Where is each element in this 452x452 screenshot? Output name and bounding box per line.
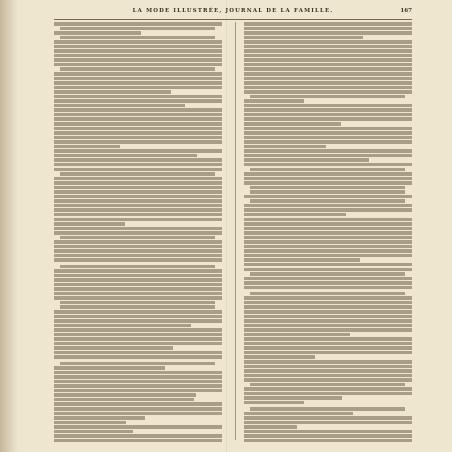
text-line [54, 136, 222, 140]
text-line [60, 301, 215, 305]
page-edge-shadow [0, 0, 18, 452]
text-line [60, 265, 215, 269]
text-line [54, 393, 196, 397]
text-line [244, 131, 412, 135]
text-line [54, 190, 222, 194]
text-line [54, 158, 222, 162]
text-line [54, 434, 222, 438]
text-line [54, 384, 222, 388]
text-line [244, 310, 412, 314]
text-line [250, 95, 405, 99]
text-line [54, 81, 222, 85]
text-line [244, 392, 412, 396]
text-line [244, 40, 412, 44]
text-line [244, 154, 412, 158]
text-line [54, 254, 222, 258]
text-line [244, 346, 412, 350]
text-line [54, 22, 222, 26]
text-line [54, 31, 141, 35]
text-line [54, 439, 222, 442]
text-line [54, 342, 222, 346]
text-line [54, 430, 133, 434]
text-line [244, 281, 412, 285]
text-line [54, 222, 125, 226]
text-line [54, 366, 165, 370]
text-line [244, 254, 412, 258]
text-line [244, 31, 412, 35]
text-line [54, 104, 185, 108]
text-line [54, 278, 222, 282]
page-fold [226, 0, 227, 452]
text-line [244, 218, 412, 222]
text-line [244, 369, 412, 373]
text-line [60, 236, 215, 240]
text-line [54, 40, 222, 44]
text-line [244, 22, 412, 26]
text-line [244, 54, 412, 58]
text-line [244, 430, 412, 434]
text-line [244, 213, 346, 217]
text-line [54, 195, 222, 199]
text-line [54, 269, 222, 273]
text-line [54, 208, 222, 212]
text-line [244, 439, 412, 442]
text-line [54, 407, 222, 411]
text-line [244, 378, 412, 382]
text-line [244, 355, 315, 359]
text-line [60, 305, 215, 309]
text-line [54, 292, 222, 296]
text-line [244, 421, 412, 425]
text-line [244, 401, 304, 405]
text-line [244, 45, 412, 49]
text-line [54, 355, 222, 359]
text-line [54, 287, 222, 291]
text-column-left [54, 22, 222, 442]
text-line [54, 412, 222, 416]
header-rule [54, 19, 412, 20]
text-line [244, 425, 297, 429]
text-line [250, 272, 405, 276]
text-line [244, 104, 412, 108]
text-line [54, 416, 145, 420]
text-line [244, 195, 412, 199]
text-line [244, 149, 412, 153]
text-line [54, 258, 222, 262]
text-line [54, 95, 222, 99]
text-line [54, 245, 222, 249]
text-line [54, 54, 222, 58]
text-line [54, 199, 222, 203]
text-line [244, 140, 412, 144]
text-line [60, 172, 215, 176]
text-line [244, 365, 412, 369]
text-line [244, 416, 412, 420]
text-line [244, 145, 326, 149]
text-line [54, 154, 197, 158]
text-line [244, 268, 412, 272]
text-line [244, 337, 412, 341]
text-line [244, 204, 412, 208]
text-line [54, 99, 222, 103]
text-line [244, 158, 369, 162]
text-line [244, 319, 412, 323]
text-line [54, 328, 222, 332]
text-line [244, 208, 412, 212]
text-line [244, 67, 412, 71]
running-header [54, 8, 412, 18]
text-line [244, 222, 412, 226]
text-line [244, 396, 342, 400]
text-line [54, 319, 222, 323]
text-line [54, 163, 222, 167]
text-line [244, 36, 363, 40]
text-line [244, 90, 412, 94]
text-line [54, 249, 222, 253]
text-line [54, 337, 222, 341]
text-line [54, 324, 191, 328]
text-line [244, 122, 341, 126]
text-line [54, 181, 222, 185]
text-line [54, 315, 222, 319]
text-line [244, 342, 412, 346]
text-line [54, 145, 120, 149]
text-line [54, 375, 222, 379]
text-line [54, 149, 222, 153]
text-line [244, 315, 412, 319]
text-line [54, 218, 222, 222]
text-line [250, 168, 405, 172]
text-line [244, 172, 412, 176]
text-line [54, 113, 222, 117]
text-line [244, 72, 412, 76]
text-line [244, 305, 412, 309]
text-line [244, 277, 412, 281]
text-line [244, 27, 412, 31]
text-line [244, 245, 412, 249]
text-line [244, 324, 412, 328]
text-line [244, 127, 412, 131]
text-line [60, 36, 215, 40]
text-line [244, 301, 412, 305]
text-line [54, 204, 222, 208]
page-number: 167 [400, 8, 412, 14]
text-line [54, 296, 222, 300]
text-line [244, 286, 412, 290]
text-line [54, 108, 222, 112]
text-line [54, 346, 173, 350]
text-line [54, 389, 222, 393]
text-line [244, 58, 412, 62]
text-line [244, 434, 412, 438]
text-line [244, 177, 412, 181]
text-line [54, 310, 222, 314]
text-line [54, 283, 222, 287]
text-line [54, 186, 222, 190]
text-line [244, 181, 412, 185]
text-line [54, 240, 222, 244]
text-line [54, 213, 222, 217]
text-line [244, 136, 412, 140]
text-line [244, 374, 412, 378]
text-line [250, 186, 405, 190]
text-line [244, 81, 412, 85]
text-line [54, 45, 222, 49]
text-line [54, 86, 222, 90]
text-line [54, 371, 222, 375]
text-line [250, 190, 405, 194]
text-line [244, 63, 412, 67]
text-line [244, 412, 353, 416]
text-line [54, 227, 222, 231]
text-line [244, 360, 412, 364]
text-line [250, 199, 405, 203]
text-line [244, 296, 412, 300]
text-line [54, 131, 222, 135]
text-line [244, 236, 412, 240]
text-line [54, 127, 222, 131]
text-line [54, 398, 194, 402]
text-line [54, 140, 222, 144]
text-line [54, 177, 222, 181]
text-line [244, 86, 412, 90]
text-line [250, 383, 405, 387]
text-line [54, 231, 222, 235]
text-line [54, 77, 222, 81]
journal-title: LA MODE ILLUSTRÉE, JOURNAL DE LA FAMILLE. [132, 8, 334, 14]
text-line [244, 231, 412, 235]
text-line [250, 407, 405, 411]
text-line [244, 328, 412, 332]
text-line [54, 117, 222, 121]
text-line [244, 387, 412, 391]
text-line [244, 240, 412, 244]
text-column-right [244, 22, 412, 442]
text-line [244, 249, 412, 253]
text-line [54, 351, 222, 355]
text-line [54, 122, 222, 126]
text-line [54, 421, 126, 425]
text-line [54, 425, 222, 429]
text-line [54, 63, 222, 67]
text-line [54, 380, 222, 384]
text-line [244, 163, 412, 167]
text-line [54, 333, 222, 337]
text-line [244, 258, 360, 262]
text-line [244, 333, 350, 337]
text-line [250, 292, 405, 296]
text-line [244, 108, 412, 112]
text-line [54, 90, 171, 94]
text-line [244, 77, 412, 81]
text-line [244, 351, 412, 355]
text-line [54, 72, 222, 76]
text-line [54, 58, 222, 62]
text-line [244, 227, 412, 231]
text-line [54, 402, 222, 406]
text-line [54, 274, 222, 278]
text-line [60, 67, 215, 71]
text-line [244, 117, 412, 121]
text-line [244, 263, 412, 267]
text-line [54, 168, 222, 172]
text-line [244, 113, 412, 117]
text-line [60, 362, 215, 366]
text-line [244, 49, 412, 53]
text-line [60, 27, 215, 31]
column-divider [235, 22, 236, 440]
text-line [54, 49, 222, 53]
text-line [244, 99, 304, 103]
